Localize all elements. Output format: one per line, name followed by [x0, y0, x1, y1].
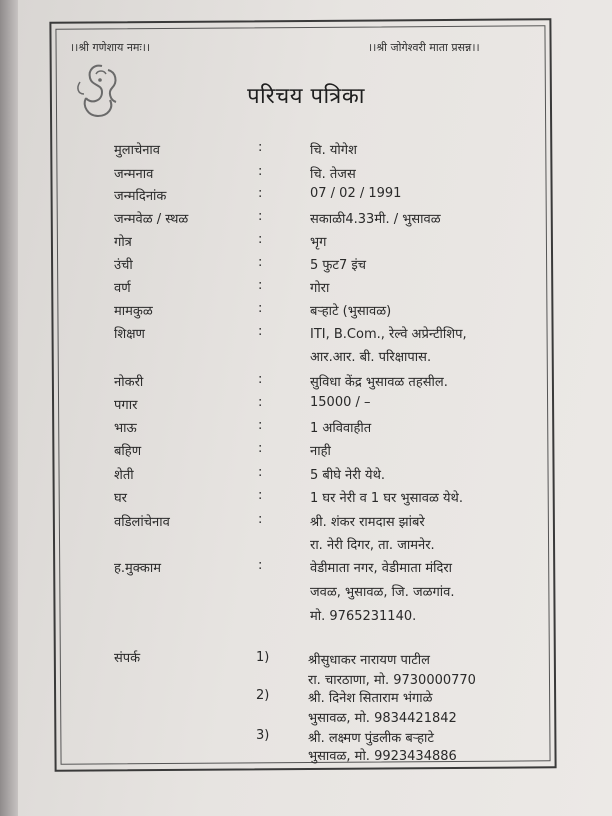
field-row [0, 372, 612, 394]
field-label: वर्ण [114, 281, 131, 296]
field-value: मो. 9765231140. [310, 609, 417, 624]
contact-number: 2) [256, 688, 270, 703]
field-colon: : [258, 186, 263, 201]
field-row [0, 582, 612, 604]
field-label: शिक्षण [114, 327, 145, 342]
contact-address-row [0, 708, 612, 730]
contact-item [0, 688, 612, 710]
field-colon: : [258, 278, 263, 293]
field-row [0, 558, 612, 580]
field-value: 1 घर नेरी व 1 घर भुसावळ येथे. [310, 491, 463, 506]
contact-name: श्री. दिनेश सिताराम भंगाळे [308, 691, 433, 706]
field-row [0, 164, 612, 186]
field-label: गोत्र [114, 235, 132, 250]
contact-address: भुसावळ, मो. 9834421842 [308, 711, 457, 726]
field-value: भृग [310, 235, 327, 250]
field-label: उंची [114, 258, 133, 273]
field-row [0, 140, 612, 162]
contact-address-row [0, 746, 612, 768]
field-row [0, 209, 612, 231]
header-right-invocation: ।।श्री जोगेश्वरी माता प्रसन्न।। [368, 41, 480, 54]
field-value: 1 अविवाहीत [310, 421, 372, 436]
field-row [0, 512, 612, 534]
field-row [0, 488, 612, 510]
field-label: घर [114, 491, 128, 506]
field-row [0, 232, 612, 254]
field-value: चि. तेजस [310, 167, 356, 182]
field-value: ITI, B.Com., रेल्वे अप्रेन्टीशिप, [310, 327, 467, 342]
field-colon: : [258, 232, 263, 247]
field-value: सकाळी4.33मी. / भुसावळ [310, 212, 441, 227]
field-colon: : [258, 441, 263, 456]
field-colon: : [258, 209, 263, 224]
field-label: जन्मदिनांक [114, 189, 167, 204]
contacts-label: संपर्क [114, 651, 141, 666]
field-colon: : [258, 395, 263, 410]
field-colon: : [258, 418, 263, 433]
field-colon: : [258, 558, 263, 573]
field-row [0, 441, 612, 463]
field-value: 5 बीघे नेरी येथे. [310, 468, 386, 483]
field-colon: : [258, 372, 263, 387]
field-colon: : [258, 465, 263, 480]
field-colon: : [258, 324, 263, 339]
contact-number: 1) [256, 650, 270, 665]
field-value: चि. योगेश [310, 143, 357, 158]
field-colon: : [258, 301, 263, 316]
field-label: जन्मनाव [114, 167, 154, 182]
field-value: रा. नेरी दिगर, ता. जामनेर. [310, 538, 435, 553]
field-label: शेती [114, 468, 134, 483]
field-colon: : [258, 255, 263, 270]
field-value: 5 फुट7 इंच [310, 258, 367, 273]
field-colon: : [258, 488, 263, 503]
field-label: नोकरी [114, 375, 144, 390]
field-row [0, 278, 612, 300]
field-row [0, 418, 612, 440]
field-label: मामकुळ [114, 304, 153, 319]
field-row [0, 347, 612, 369]
field-value: नाही [310, 444, 331, 459]
contact-item [0, 650, 612, 672]
field-row [0, 301, 612, 323]
field-label: बहिण [114, 444, 142, 459]
field-label: जन्मवेळ / स्थळ [114, 212, 189, 227]
field-label: ह.मुक्काम [114, 561, 162, 576]
field-row [0, 395, 612, 417]
contact-address: भुसावळ, मो. 9923434886 [308, 749, 457, 764]
field-value: 15000 / – [310, 395, 371, 410]
field-label: वडिलांचेनाव [114, 515, 170, 530]
header-left-invocation: ।।श्री गणेशाय नमः।। [70, 41, 151, 54]
field-row [0, 324, 612, 346]
field-value: जवळ, भुसावळ, जि. जळगांव. [310, 585, 455, 600]
field-value: बऱ्हाटे (भुसावळ) [310, 304, 392, 319]
field-row [0, 255, 612, 277]
field-colon: : [258, 512, 263, 527]
field-row [0, 186, 612, 208]
field-label: मुलाचेनाव [114, 143, 161, 158]
field-label: पगार [114, 398, 138, 413]
field-colon: : [258, 140, 263, 155]
field-label: भाऊ [114, 421, 137, 436]
field-colon: : [258, 164, 263, 179]
field-value: सुविधा केंद्र भुसावळ तहसील. [310, 375, 448, 390]
field-row [0, 606, 612, 628]
field-value: आर.आर. बी. परिक्षापास. [310, 350, 432, 365]
contact-name: श्रीसुधाकर नारायण पाटील [308, 653, 430, 668]
contact-number: 3) [256, 728, 270, 743]
field-row [0, 465, 612, 487]
contact-address: रा. चारठाणा, मो. 9730000770 [308, 673, 476, 688]
page-title: परिचय पत्रिका [247, 84, 365, 109]
field-value: वेडीमाता नगर, वेडीमाता मंदिरा [310, 561, 453, 576]
field-row [0, 535, 612, 557]
field-value: 07 / 02 / 1991 [310, 186, 402, 201]
field-value: श्री. शंकर रामदास झांबरे [310, 515, 425, 530]
contact-name: श्री. लक्ष्मण पुंडलीक बऱ्हाटे [308, 731, 434, 746]
field-value: गोरा [310, 281, 330, 296]
